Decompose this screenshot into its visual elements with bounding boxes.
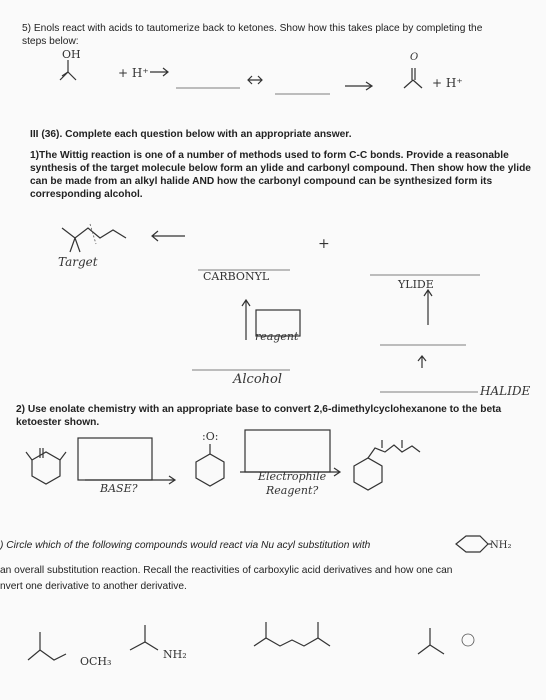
amide-structure xyxy=(130,625,158,650)
enolate-o: :O: xyxy=(202,430,219,443)
up-arrow-icon xyxy=(242,300,250,340)
target-label: Target xyxy=(58,255,98,269)
base-label: BASE? xyxy=(100,482,138,495)
oh-label: OH xyxy=(62,48,81,61)
och3-label: OCH₃ xyxy=(80,655,112,668)
ketone-o: O xyxy=(410,52,419,63)
alcohol-label: Alcohol xyxy=(233,372,283,387)
electrophile-box xyxy=(245,430,330,472)
h-plus-right: + H⁺ xyxy=(432,76,463,90)
q3-line2: an overall substitution reaction. Recall the reactivities of carboxylic acid derivatives and how one can xyxy=(0,565,453,576)
arrow-icon xyxy=(345,82,372,90)
equilibrium-arrow-icon xyxy=(248,76,262,84)
q1-line2: synthesis of the target molecule below form an ylide and carbonyl compound. Then show how the ylide xyxy=(30,163,531,174)
plus-sign: + xyxy=(318,236,330,252)
ketone-structure xyxy=(404,68,422,88)
up-arrow-icon xyxy=(418,356,426,368)
base-box xyxy=(78,438,152,480)
arrow-icon xyxy=(150,68,168,76)
q3-line1: ) Circle which of the following compounds would react via Nu acyl substitution with xyxy=(0,540,371,551)
electrophile-label: Electrophile xyxy=(258,470,327,483)
q2-line1: 2) Use enolate chemistry with an appropriate base to convert 2,6-dimethylcyclohexanone to the beta xyxy=(16,404,502,415)
carboxylate-structure xyxy=(418,628,474,654)
enolate-structure xyxy=(196,444,224,486)
q2-line2: ketoester shown. xyxy=(16,417,100,428)
section-heading: III (36). Complete each question below with an appropriate answer. xyxy=(30,129,352,140)
q1-line1: 1)The Wittig reaction is one of a number of methods used to form C-C bonds. Provide a reasonable xyxy=(30,150,509,161)
q3-line3: nvert one derivative to another derivative. xyxy=(0,581,187,592)
h-plus-left: + H⁺ xyxy=(118,66,149,80)
q1-line3: can be made from an alkyl halide AND how the carbonyl compound can be synthesized form its xyxy=(30,176,493,187)
q1-line4: corresponding alcohol. xyxy=(30,189,143,200)
arrow-left-icon xyxy=(152,231,185,241)
ketoester-structure xyxy=(354,440,420,490)
reagent2-label: Reagent? xyxy=(266,484,319,497)
aniline-structure xyxy=(456,536,492,552)
q5-line1: 5) Enols react with acids to tautomerize back to ketones. Show how this takes place by completing the xyxy=(22,23,483,34)
ester-structure xyxy=(28,632,66,660)
halide-label: HALIDE xyxy=(480,384,531,398)
reagent-box xyxy=(256,310,300,336)
nh2-label: NH₂ xyxy=(490,540,512,551)
anhydride-structure xyxy=(254,622,330,646)
arrow-icon xyxy=(85,476,175,484)
enol-structure xyxy=(60,60,76,80)
reagent-label: reagent xyxy=(255,330,299,343)
carbonyl-label: CARBONYL xyxy=(203,270,270,283)
up-arrow-icon xyxy=(424,290,432,325)
cyclohexanone-structure xyxy=(26,448,66,484)
nh2-label-b: NH₂ xyxy=(163,648,187,661)
ylide-label: YLIDE xyxy=(398,278,434,291)
arrow-icon xyxy=(240,468,340,476)
q5-line2: steps below: xyxy=(22,36,79,47)
target-molecule xyxy=(62,224,126,252)
